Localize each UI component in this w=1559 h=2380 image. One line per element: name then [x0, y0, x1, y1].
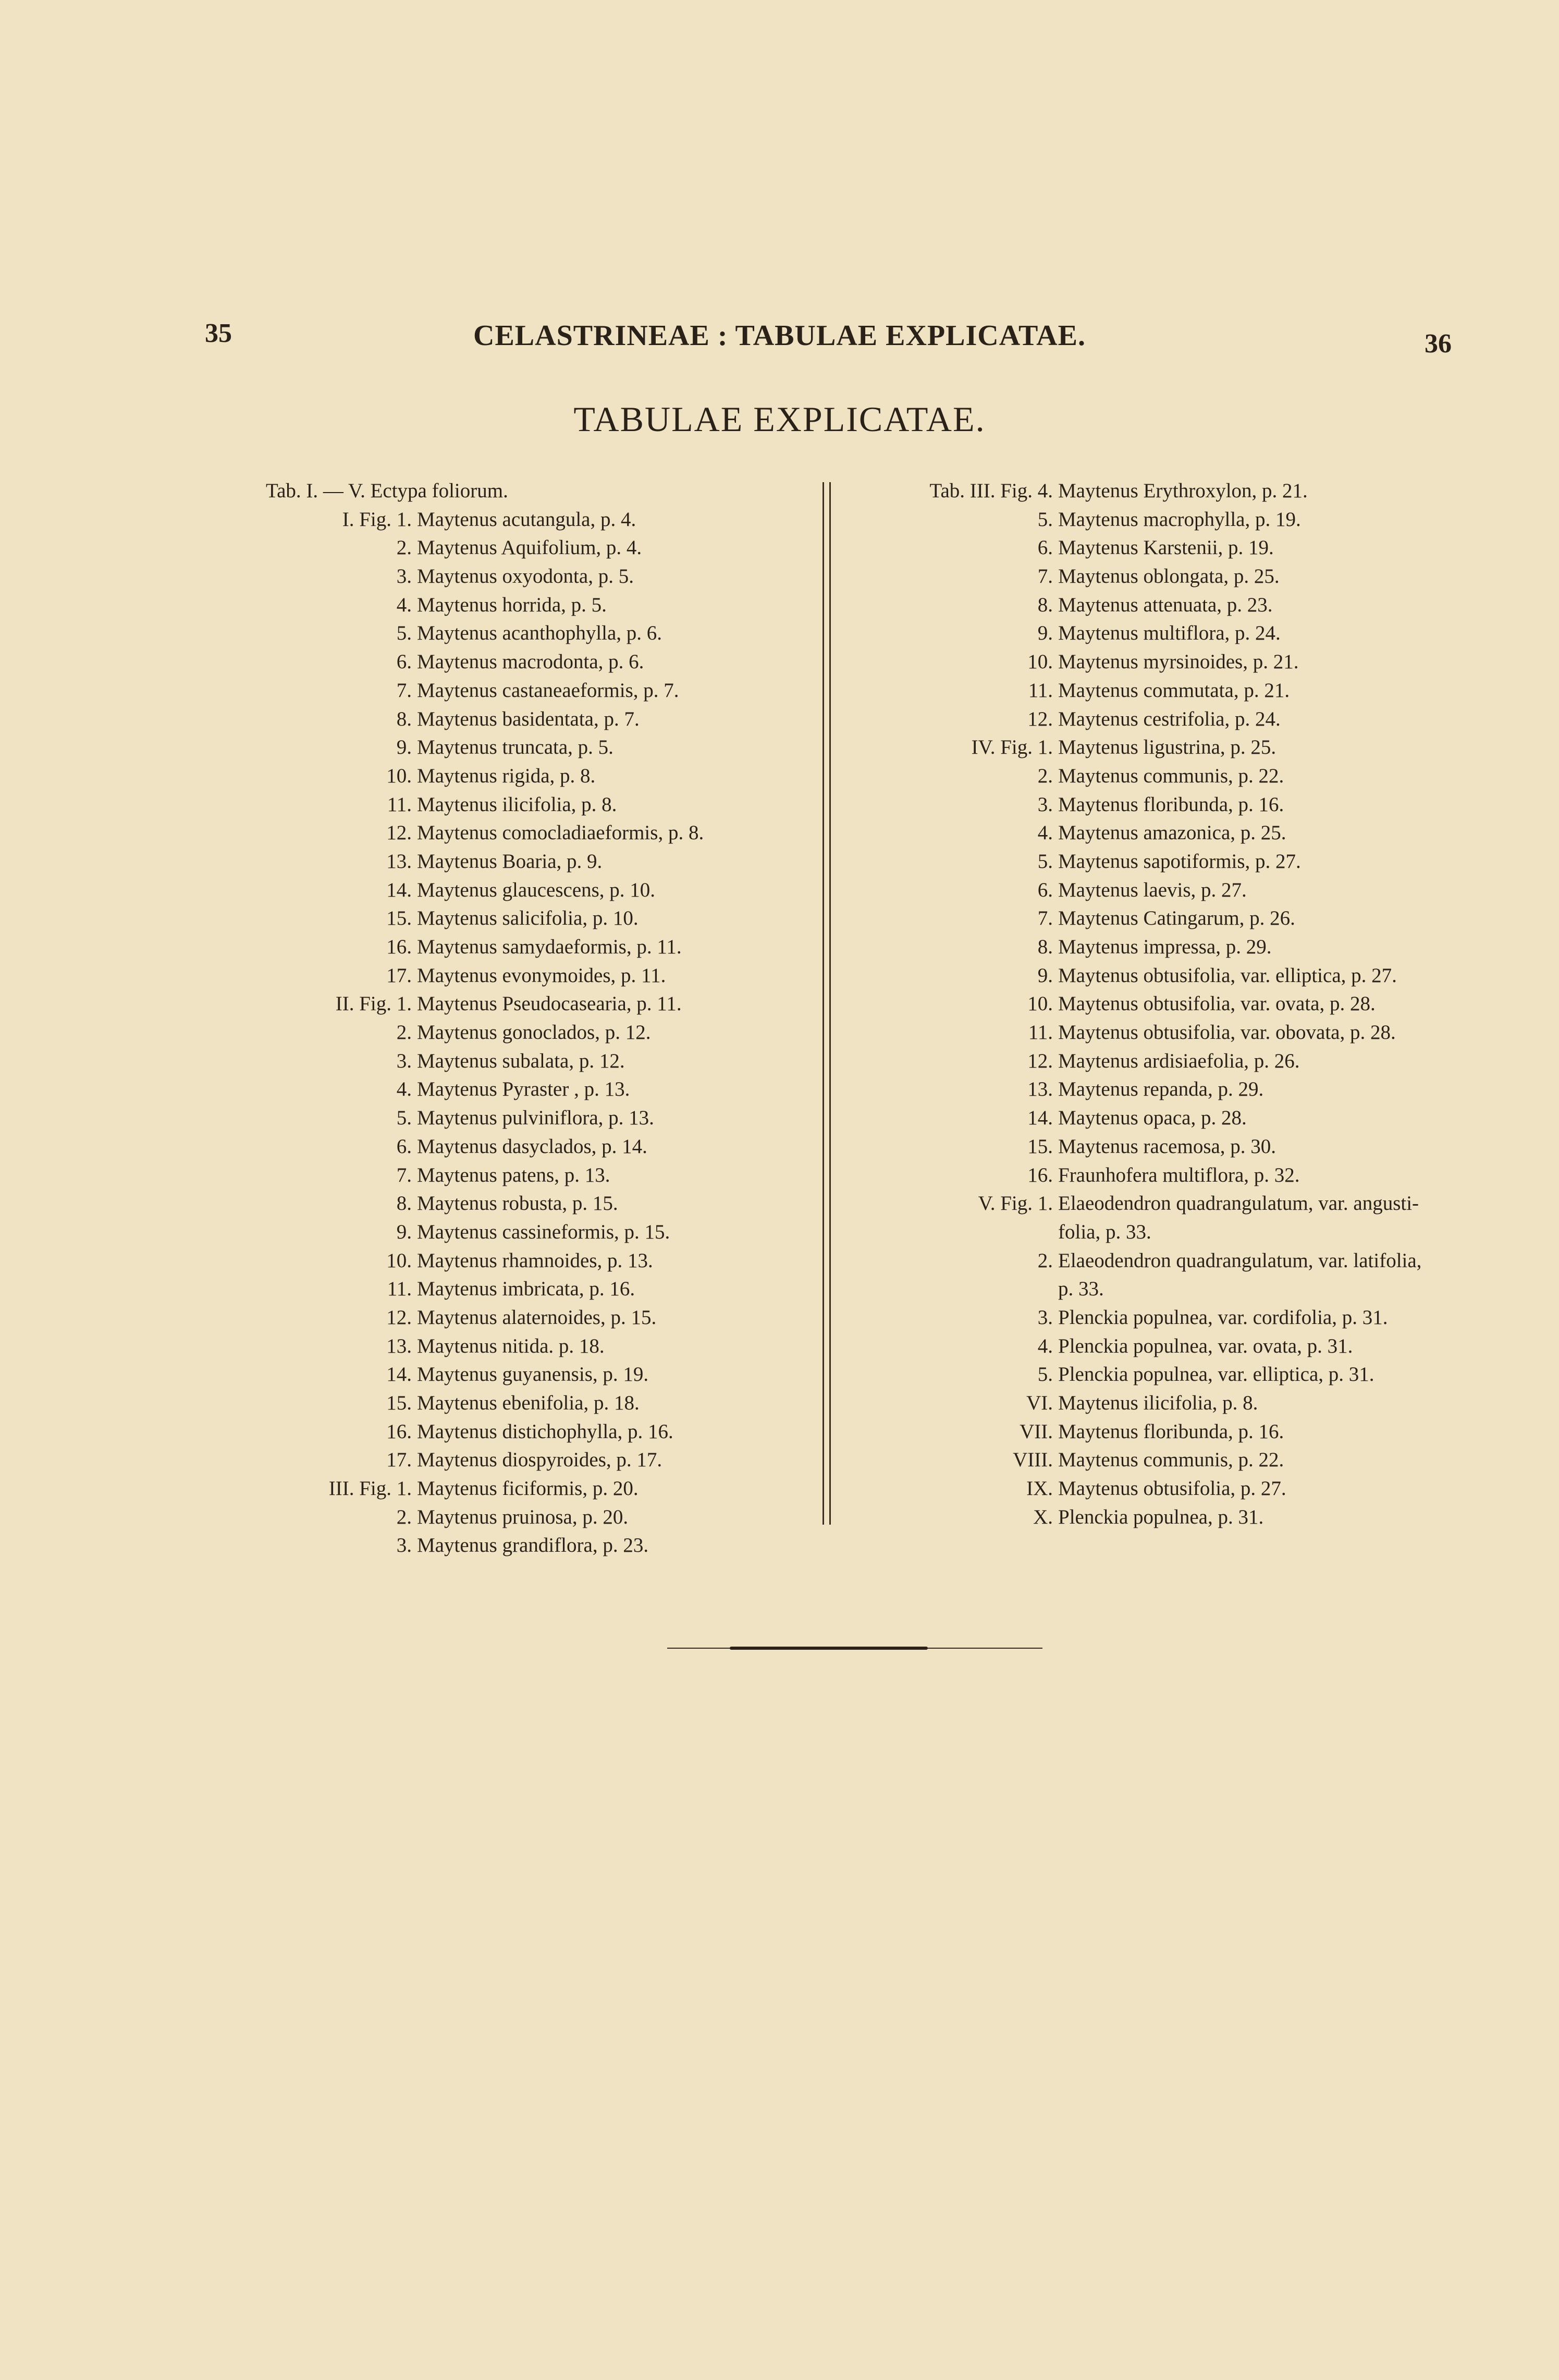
- species-text: Elaeodendron quadrangulatum, var. angusti-: [1058, 1192, 1419, 1215]
- plate-entry: [897, 534, 1465, 562]
- figure-label: X.: [1033, 1505, 1053, 1528]
- plate-entry: [266, 619, 808, 648]
- species-text: Maytenus opaca, p. 28.: [1058, 1107, 1247, 1130]
- plate-entry: [266, 1418, 808, 1446]
- species-text: Maytenus ilicifolia, p. 8.: [417, 793, 617, 816]
- species-text: Plenckia populnea, var. cordifolia, p. 31.: [1058, 1306, 1388, 1329]
- figure-label: 11.: [387, 1278, 412, 1301]
- species-text: Maytenus Erythroxylon, p. 21.: [1058, 480, 1308, 502]
- figure-label: 4.: [1037, 1334, 1053, 1357]
- species-text: Maytenus oblongata, p. 25.: [1058, 565, 1280, 588]
- figure-label: 13.: [386, 1334, 412, 1357]
- plate-entry: [266, 1019, 808, 1047]
- figure-label: 11.: [1028, 1021, 1053, 1044]
- species-text: Maytenus rigida, p. 8.: [417, 764, 596, 787]
- species-text: Maytenus ligustrina, p. 25.: [1058, 736, 1276, 759]
- plate-entry: [897, 1475, 1465, 1503]
- plate-entry: [897, 1332, 1465, 1361]
- figure-label: 3.: [396, 565, 412, 588]
- section-title: TABULAE EXPLICATAE.: [573, 399, 986, 439]
- plate-entry: [266, 648, 808, 677]
- figure-label: 14.: [1027, 1107, 1053, 1130]
- figure-label: 12.: [386, 821, 412, 844]
- species-text: Maytenus horrida, p. 5.: [417, 593, 607, 616]
- plate-entry: [897, 648, 1465, 677]
- species-text: Maytenus evonymoides, p. 11.: [417, 964, 666, 987]
- species-text: Maytenus Catingarum, p. 26.: [1058, 907, 1295, 930]
- species-text: Maytenus nitida. p. 18.: [417, 1334, 605, 1357]
- species-text: Maytenus robusta, p. 15.: [417, 1192, 618, 1215]
- figure-label: 5.: [1037, 1363, 1053, 1386]
- plate-entry: [897, 591, 1465, 620]
- figure-label: IX.: [1026, 1477, 1053, 1500]
- figure-label: 4.: [1037, 821, 1053, 844]
- plate-entry: [266, 506, 808, 534]
- plate-entry: [897, 904, 1465, 933]
- plate-entry: [266, 1275, 808, 1304]
- plate-entry: [266, 1389, 808, 1418]
- figure-label: 11.: [1028, 679, 1053, 702]
- plate-entry: [897, 677, 1465, 705]
- species-text: Maytenus impressa, p. 29.: [1058, 936, 1272, 958]
- species-text: Maytenus obtusifolia, var. ovata, p. 28.: [1058, 992, 1376, 1015]
- plate-entry: [897, 705, 1465, 734]
- plate-entry: [266, 1218, 808, 1247]
- figure-label: 2.: [1037, 1249, 1053, 1272]
- figure-label: 8.: [1037, 936, 1053, 958]
- plate-entry: [897, 1161, 1465, 1190]
- plate-entry: [897, 1418, 1465, 1446]
- species-text: Maytenus dasyclados, p. 14.: [417, 1135, 647, 1158]
- species-text: Maytenus laevis, p. 27.: [1058, 878, 1247, 901]
- figure-label: 10.: [386, 1249, 412, 1272]
- species-text: Maytenus Karstenii, p. 19.: [1058, 536, 1274, 559]
- species-text: Maytenus obtusifolia, p. 27.: [1058, 1477, 1286, 1500]
- species-text: Maytenus comocladiaeformis, p. 8.: [417, 821, 704, 844]
- species-text: Maytenus grandiflora, p. 23.: [417, 1534, 649, 1557]
- page-number-right: 36: [1425, 329, 1452, 359]
- species-text: Maytenus ficiformis, p. 20.: [417, 1477, 639, 1500]
- plate-entry: [266, 1047, 808, 1076]
- plate-entry: [897, 1360, 1465, 1389]
- species-text: Maytenus gonoclados, p. 12.: [417, 1021, 651, 1044]
- figure-label: 6.: [396, 651, 412, 673]
- plate-entry: [897, 1304, 1465, 1332]
- figure-label: 11.: [387, 793, 412, 816]
- species-text: Maytenus glaucescens, p. 10.: [417, 878, 656, 901]
- figure-label: 8.: [396, 1192, 412, 1215]
- figure-label: 5.: [1037, 508, 1053, 531]
- figure-label: 14.: [386, 1363, 412, 1386]
- plate-entry: [266, 1446, 808, 1475]
- left-column: [266, 477, 808, 1560]
- plate-entry: [266, 1247, 808, 1275]
- species-text: Maytenus pruinosa, p. 20.: [417, 1505, 629, 1528]
- species-text: Maytenus basidentata, p. 7.: [417, 707, 640, 730]
- figure-label: 7.: [396, 1163, 412, 1186]
- plate-entry: [266, 791, 808, 819]
- figure-label: 8.: [396, 707, 412, 730]
- species-text: Maytenus multiflora, p. 24.: [1058, 622, 1281, 645]
- species-text: Maytenus truncata, p. 5.: [417, 736, 613, 759]
- species-text: Plenckia populnea, var. ovata, p. 31.: [1058, 1334, 1353, 1357]
- plate-entry: [897, 506, 1465, 534]
- plate-entry: [897, 1133, 1465, 1161]
- plate-entry: [266, 1332, 808, 1361]
- plate-entry: [897, 1446, 1465, 1475]
- figure-label: 2.: [396, 536, 412, 559]
- figure-label: 5.: [396, 622, 412, 645]
- figure-label: 6.: [396, 1135, 412, 1158]
- species-text: Maytenus communis, p. 22.: [1058, 1449, 1284, 1471]
- plate-entry: [897, 990, 1465, 1019]
- figure-label: 3.: [1037, 793, 1053, 816]
- species-text: Plenckia populnea, p. 31.: [1058, 1505, 1264, 1528]
- plate-entry: [897, 1075, 1465, 1104]
- species-text: Maytenus racemosa, p. 30.: [1058, 1135, 1276, 1158]
- plate-entry: [266, 933, 808, 962]
- species-text: Maytenus Pyraster , p. 13.: [417, 1078, 630, 1101]
- plate-entry: [897, 1275, 1465, 1304]
- species-text: Maytenus rhamnoides, p. 13.: [417, 1249, 653, 1272]
- figure-label: 15.: [386, 1392, 412, 1414]
- species-text: Plenckia populnea, var. elliptica, p. 31.: [1058, 1363, 1374, 1386]
- species-text: Maytenus diospyroides, p. 17.: [417, 1449, 662, 1471]
- species-text: Maytenus ilicifolia, p. 8.: [1058, 1392, 1258, 1414]
- figure-label: 3.: [396, 1534, 412, 1557]
- species-text: Maytenus samydaeformis, p. 11.: [417, 936, 682, 958]
- figure-label: 15.: [1027, 1135, 1053, 1158]
- plate-entry: [266, 876, 808, 905]
- species-text: Maytenus pulviniflora, p. 13.: [417, 1107, 654, 1130]
- figure-label: 3.: [396, 1049, 412, 1072]
- species-text: folia, p. 33.: [1058, 1220, 1151, 1243]
- figure-label: 9.: [396, 736, 412, 759]
- plate-entry: [897, 791, 1465, 819]
- plate-entry: [266, 733, 808, 762]
- species-text: Maytenus acutangula, p. 4.: [417, 508, 636, 531]
- species-text: Maytenus obtusifolia, var. elliptica, p. 27.: [1058, 964, 1397, 987]
- figure-label: VII.: [1020, 1420, 1053, 1443]
- closing-rule: [667, 1646, 1042, 1650]
- plate-entry: [266, 1189, 808, 1218]
- plate-entry: [266, 1503, 808, 1532]
- species-text: Maytenus alaternoides, p. 15.: [417, 1306, 657, 1329]
- figure-label: 12.: [1027, 707, 1053, 730]
- species-text: Maytenus macrophylla, p. 19.: [1058, 508, 1301, 531]
- plate-entry: [897, 1247, 1465, 1275]
- plate-entry: [266, 762, 808, 791]
- species-text: Maytenus Aquifolium, p. 4.: [417, 536, 642, 559]
- figure-label: 2.: [1037, 764, 1053, 787]
- species-text: Maytenus subalata, p. 12.: [417, 1049, 625, 1072]
- species-text: Maytenus obtusifolia, var. obovata, p. 28.: [1058, 1021, 1396, 1044]
- plate-entry: [897, 819, 1465, 848]
- figure-label: II. Fig. 1.: [335, 992, 412, 1015]
- species-text: Maytenus ebenifolia, p. 18.: [417, 1392, 640, 1414]
- plate-entry: [897, 962, 1465, 990]
- species-text: Maytenus sapotiformis, p. 27.: [1058, 850, 1301, 873]
- plate-entry: [266, 1075, 808, 1104]
- plate-entry: [266, 534, 808, 562]
- species-text: Elaeodendron quadrangulatum, var. latifolia,: [1058, 1249, 1422, 1272]
- figure-label: Tab. III. Fig. 4.: [929, 480, 1053, 502]
- figure-label: IV. Fig. 1.: [971, 736, 1053, 759]
- figure-label: 9.: [1037, 622, 1053, 645]
- figure-label: 6.: [1037, 536, 1053, 559]
- species-text: Maytenus cassineformis, p. 15.: [417, 1220, 670, 1243]
- species-text: Maytenus attenuata, p. 23.: [1058, 593, 1273, 616]
- plate-entry: [897, 1104, 1465, 1133]
- species-text: Fraunhofera multiflora, p. 32.: [1058, 1163, 1300, 1186]
- species-text: Tab. I. — V. Ectypa foliorum.: [266, 480, 508, 502]
- species-text: Maytenus macrodonta, p. 6.: [417, 651, 644, 673]
- plate-entry: [266, 848, 808, 876]
- plate-entry: [266, 1475, 808, 1503]
- species-text: Maytenus guyanensis, p. 19.: [417, 1363, 649, 1386]
- plate-entry: [897, 562, 1465, 591]
- figure-label: 7.: [1037, 907, 1053, 930]
- plate-entry: [266, 677, 808, 705]
- species-text: Maytenus repanda, p. 29.: [1058, 1078, 1264, 1101]
- figure-label: III. Fig. 1.: [328, 1477, 412, 1500]
- figure-label: 16.: [386, 1420, 412, 1443]
- plate-entry: [266, 1531, 808, 1560]
- figure-label: 17.: [386, 964, 412, 987]
- plate-entry: [266, 819, 808, 848]
- figure-label: 6.: [1037, 878, 1053, 901]
- figure-label: 7.: [1037, 565, 1053, 588]
- figure-label: 5.: [1037, 850, 1053, 873]
- figure-label: 7.: [396, 679, 412, 702]
- figure-label: V. Fig. 1.: [978, 1192, 1053, 1215]
- page-number-left: 35: [205, 318, 232, 348]
- plate-entry: [897, 1218, 1465, 1247]
- figure-label: 2.: [396, 1021, 412, 1044]
- plate-entry: [897, 762, 1465, 791]
- plate-entry: [897, 876, 1465, 905]
- figure-label: I. Fig. 1.: [342, 508, 412, 531]
- figure-label: VI.: [1026, 1392, 1053, 1414]
- running-title: CELASTRINEAE : TABULAE EXPLICATAE.: [473, 320, 1086, 352]
- species-text: Maytenus cestrifolia, p. 24.: [1058, 707, 1281, 730]
- species-text: Maytenus Pseudocasearia, p. 11.: [417, 992, 682, 1015]
- plate-entry: [266, 1304, 808, 1332]
- plate-entry: [266, 990, 808, 1019]
- figure-label: 4.: [396, 1078, 412, 1101]
- figure-label: 17.: [386, 1449, 412, 1471]
- figure-label: 16.: [386, 936, 412, 958]
- figure-label: VIII.: [1013, 1449, 1053, 1471]
- figure-label: 9.: [1037, 964, 1053, 987]
- figure-label: 5.: [396, 1107, 412, 1130]
- figure-label: 16.: [1027, 1163, 1053, 1186]
- plate-entry: [897, 933, 1465, 962]
- species-text: Maytenus oxyodonta, p. 5.: [417, 565, 634, 588]
- figure-label: 12.: [1027, 1049, 1053, 1072]
- figure-label: 3.: [1037, 1306, 1053, 1329]
- figure-label: 10.: [386, 764, 412, 787]
- plate-entry: [897, 1019, 1465, 1047]
- species-text: Maytenus commutata, p. 21.: [1058, 679, 1290, 702]
- right-column: [897, 477, 1465, 1531]
- plate-entry: [897, 1503, 1465, 1532]
- species-text: p. 33.: [1058, 1278, 1104, 1301]
- plate-entry: [266, 477, 808, 506]
- figure-label: 9.: [396, 1220, 412, 1243]
- plate-entry: [266, 562, 808, 591]
- species-text: Maytenus floribunda, p. 16.: [1058, 793, 1284, 816]
- plate-entry: [266, 1104, 808, 1133]
- figure-label: 10.: [1027, 651, 1053, 673]
- plate-entry: [266, 962, 808, 990]
- species-text: Maytenus communis, p. 22.: [1058, 764, 1284, 787]
- figure-label: 13.: [386, 850, 412, 873]
- species-text: Maytenus Boaria, p. 9.: [417, 850, 603, 873]
- figure-label: 13.: [1027, 1078, 1053, 1101]
- species-text: Maytenus distichophylla, p. 16.: [417, 1420, 673, 1443]
- figure-label: 14.: [386, 878, 412, 901]
- plate-entry: [266, 1360, 808, 1389]
- plate-entry: [266, 1133, 808, 1161]
- species-text: Maytenus castaneaeformis, p. 7.: [417, 679, 679, 702]
- species-text: Maytenus acanthophylla, p. 6.: [417, 622, 662, 645]
- column-divider: [823, 482, 831, 1525]
- species-text: Maytenus myrsinoides, p. 21.: [1058, 651, 1299, 673]
- species-text: Maytenus patens, p. 13.: [417, 1163, 610, 1186]
- species-text: Maytenus salicifolia, p. 10.: [417, 907, 639, 930]
- plate-entry: [266, 705, 808, 734]
- plate-entry: [897, 848, 1465, 876]
- species-text: Maytenus floribunda, p. 16.: [1058, 1420, 1284, 1443]
- plate-entry: [266, 1161, 808, 1190]
- plate-entry: [266, 904, 808, 933]
- species-text: Maytenus imbricata, p. 16.: [417, 1278, 635, 1301]
- species-text: Maytenus amazonica, p. 25.: [1058, 821, 1286, 844]
- plate-entry: [897, 477, 1465, 506]
- figure-label: 12.: [386, 1306, 412, 1329]
- species-text: Maytenus ardisiaefolia, p. 26.: [1058, 1049, 1300, 1072]
- figure-label: 15.: [386, 907, 412, 930]
- plate-entry: [897, 1389, 1465, 1418]
- plate-entry: [897, 1189, 1465, 1218]
- plate-entry: [897, 1047, 1465, 1076]
- figure-label: 8.: [1037, 593, 1053, 616]
- figure-label: 10.: [1027, 992, 1053, 1015]
- figure-label: 2.: [396, 1505, 412, 1528]
- figure-label: 4.: [396, 593, 412, 616]
- plate-entry: [266, 591, 808, 620]
- plate-entry: [897, 619, 1465, 648]
- plate-entry: [897, 733, 1465, 762]
